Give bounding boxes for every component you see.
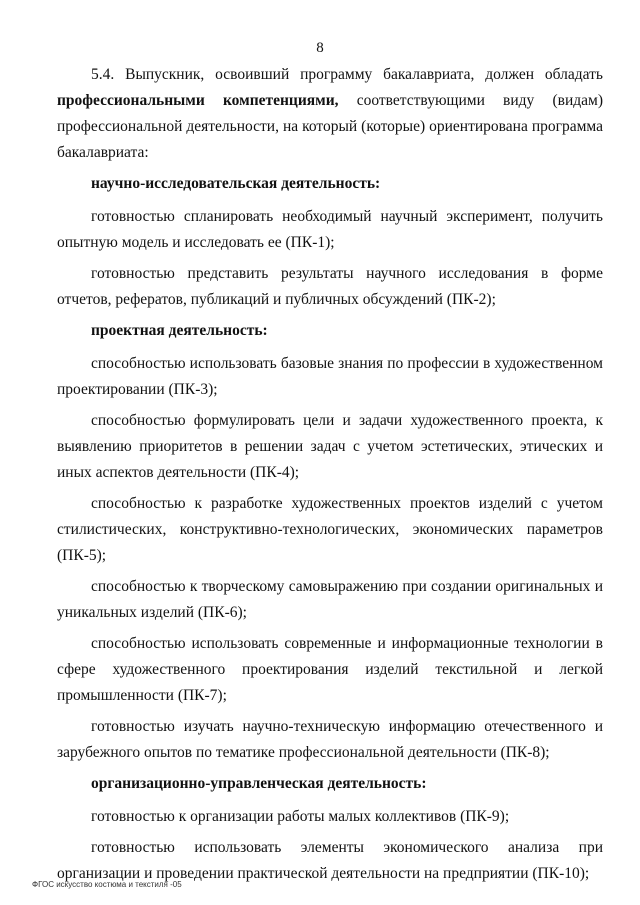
section-heading-project: проектная деятельность: [91, 322, 268, 339]
competency-pk1: готовностью спланировать необходимый научный эксперимент, получить опытную модель и исследовать ее (ПК-1); [57, 208, 603, 251]
competency-pk6: способностью к творческому самовыражению при создании оригинальных и уникальных изделий (ПК-6); [57, 578, 603, 621]
competency-pk2: готовностью представить результаты научного исследования в форме отчетов, рефератов, публикаций и публичных обсуждений (ПК-2); [57, 265, 603, 308]
intro-start: 5.4. Выпускник, освоивший программу бакалавриата, должен обладать [91, 66, 603, 83]
section-heading-management: организационно-управленческая деятельность: [91, 775, 427, 792]
competency-pk7: способностью использовать современные и информационные технологии в сфере художественного проектирования изделий текстильной и легкой промышленности (ПК-7); [57, 635, 603, 704]
intro-end: соответствующими виду (видам) профессиональной деятельности, на который (которые) ориентирована программа бакалавриата: [57, 92, 603, 161]
section-heading-research: научно-исследовательская деятельность: [91, 175, 381, 192]
intro-paragraph [57, 62, 603, 166]
competency-pk5: способностью к разработке художественных проектов изделий с учетом стилистических, конструктивно-технологических, экономических параметров (ПК-5); [57, 495, 603, 564]
intro-bold-term: профессиональными компетенциями, [57, 92, 339, 109]
document-body [57, 62, 603, 892]
competency-pk4: способностью формулировать цели и задачи художественного проекта, к выявлению приоритетов в решении задач с учетом эстетических, этических и иных аспектов деятельности (ПК-4); [57, 412, 603, 481]
competency-pk3: способностью использовать базовые знания по профессии в художественном проектировании (ПК-3); [57, 355, 603, 398]
footer-text: ФГОС искусство костюма и текстиля -05 [32, 880, 182, 889]
competency-pk9: готовностью к организации работы малых коллективов (ПК-9); [91, 808, 510, 825]
page-number: 8 [316, 40, 324, 56]
competency-pk8: готовностью изучать научно-техническую информацию отечественного и зарубежного опытов по тематике профессиональной деятельности (ПК-8); [57, 718, 603, 761]
competency-pk10: готовностью использовать элементы экономического анализа при организации и проведении практической деятельности на предприятии (ПК-10); [57, 839, 603, 882]
